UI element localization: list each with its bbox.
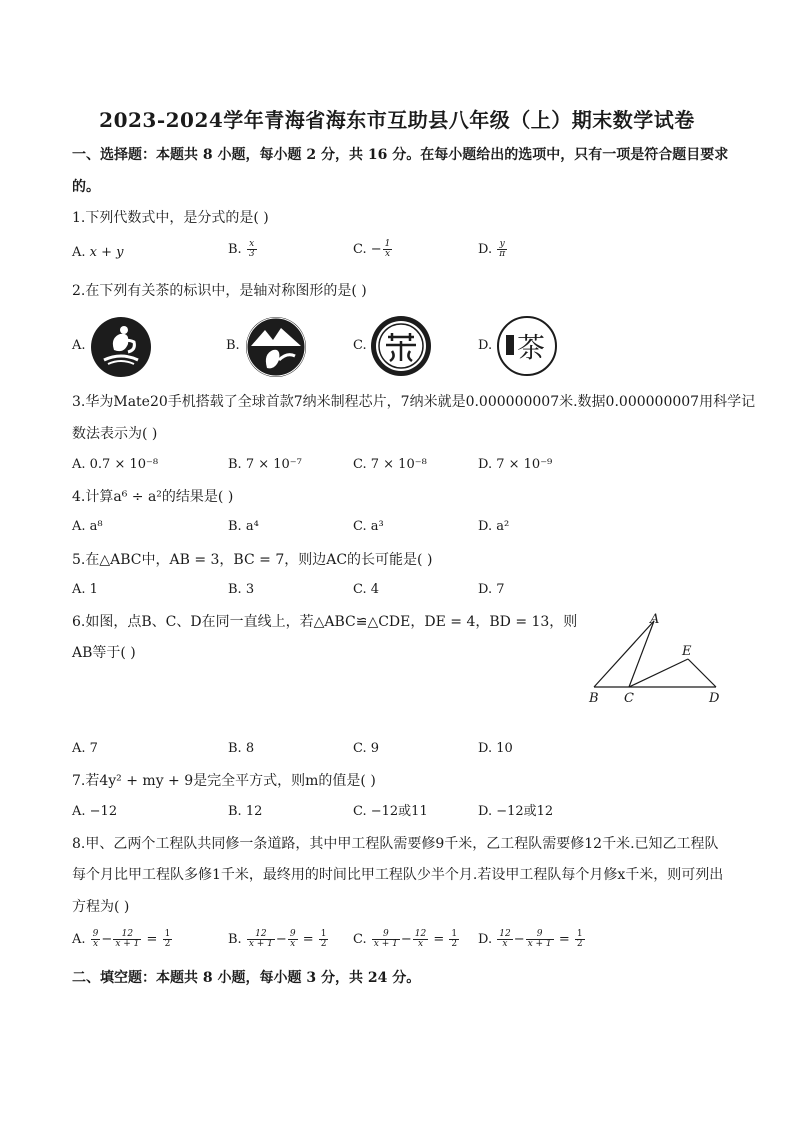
q2-option-a-label: A. bbox=[72, 338, 86, 353]
q4-option-b: B. a⁴ bbox=[228, 519, 259, 534]
q4-option-a: A. a⁸ bbox=[72, 519, 103, 534]
q6-option-b: B. 8 bbox=[228, 741, 255, 756]
label-a: A bbox=[650, 612, 660, 627]
q3-option-a: A. 0.7 × 10⁻⁸ bbox=[72, 457, 159, 472]
q7-stem: 7.若4y² + my + 9是完全平方式，则m的值是( ) bbox=[72, 773, 376, 789]
q7-option-a: A. −12 bbox=[72, 804, 118, 819]
page-title: 2023-2024学年青海省海东市互助县八年级（上）期末数学试卷 bbox=[99, 108, 695, 132]
label-b: B bbox=[589, 691, 599, 706]
q7-option-c: C. −12或11 bbox=[353, 804, 428, 819]
q4-option-c: C. a³ bbox=[353, 519, 384, 534]
q8-option-b: B. $\frac{12}{x + 1}$ − $\frac{9}{x}$ = $\frac{1}{2}$ bbox=[228, 929, 327, 949]
q3-option-b: B. 7 × 10⁻⁷ bbox=[228, 457, 302, 472]
q1-option-d: D. $\frac{y}{\pi}$ bbox=[478, 239, 506, 259]
q3-stem: 3.华为Mate20手机搭载了全球首款7纳米制程芯片，7纳米就是0.000000007米.数据0.000000007用科学记 bbox=[72, 394, 756, 410]
tea-logo-b-image bbox=[245, 316, 307, 378]
q2-stem: 2.在下列有关茶的标识中，是轴对称图形的是( ) bbox=[72, 283, 367, 299]
q1-stem: 1.下列代数式中，是分式的是( ) bbox=[72, 210, 269, 226]
q5-stem: 5.在△ABC中，AB = 3，BC = 7，则边AC的长可能是( ) bbox=[72, 552, 433, 568]
q1-option-b: B. $\frac{x}{3}$ bbox=[228, 239, 255, 259]
q4-option-d: D. a² bbox=[478, 519, 510, 534]
q4-stem: 4.计算a⁶ ÷ a²的结果是( ) bbox=[72, 489, 234, 505]
q3-stem-cont: 数法表示为( ) bbox=[72, 426, 158, 442]
q6-stem: 6.如图，点B、C、D在同一直线上，若△ABC≌△CDE，DE = 4，BD = 13，则 bbox=[72, 614, 578, 630]
line-ed bbox=[688, 659, 716, 687]
q2-option-d-label: D. bbox=[478, 338, 493, 353]
q1-option-c: C. − $\frac{1}{x}$ bbox=[353, 239, 391, 259]
q8-stem-cont2: 方程为( ) bbox=[72, 899, 130, 915]
tea-logo-c-image bbox=[370, 315, 432, 377]
q2-option-c-label: C. bbox=[353, 338, 367, 353]
tea-logo-a-image bbox=[90, 316, 152, 378]
section1-instructions-cont: 的。 bbox=[72, 179, 100, 195]
q6-stem-cont: AB等于( ) bbox=[72, 645, 136, 661]
q8-option-c: C. $\frac{9}{x + 1}$ − $\frac{12}{x}$ = $\frac{1}{2}$ bbox=[353, 929, 458, 949]
q1-option-a: A. x + y bbox=[72, 245, 124, 260]
q8-stem: 8.甲、乙两个工程队共同修一条道路，其中甲工程队需要修9千米，乙工程队需要修12千米.已知乙工程队 bbox=[72, 836, 719, 852]
q5-option-b: B. 3 bbox=[228, 582, 255, 597]
q3-option-d: D. 7 × 10⁻⁹ bbox=[478, 457, 553, 472]
q6-option-d: D. 10 bbox=[478, 741, 513, 756]
q5-option-a: A. 1 bbox=[72, 582, 98, 597]
q8-option-d: D. $\frac{12}{x}$ − $\frac{9}{x + 1}$ = $\frac{1}{2}$ bbox=[478, 929, 583, 949]
section1-instructions: 一、选择题：本题共 8 小题，每小题 2 分，共 16 分。在每小题给出的选项中，只有一项是符合题目要求 bbox=[72, 147, 729, 163]
q7-option-b: B. 12 bbox=[228, 804, 263, 819]
q2-option-b-label: B. bbox=[226, 338, 240, 353]
q6-option-c: C. 9 bbox=[353, 741, 380, 756]
q6-triangle-figure bbox=[580, 608, 730, 708]
label-e: E bbox=[682, 644, 692, 659]
q5-option-d: D. 7 bbox=[478, 582, 505, 597]
line-ba bbox=[594, 621, 654, 687]
q8-stem-cont1: 每个月比甲工程队多修1千米，最终用的时间比甲工程队少半个月.若设甲工程队每个月修x千米，则可列出 bbox=[72, 867, 724, 883]
section2-instructions: 二、填空题：本题共 8 小题，每小题 3 分，共 24 分。 bbox=[72, 970, 421, 986]
tea-logo-d-image bbox=[496, 315, 558, 377]
label-d: D bbox=[709, 691, 720, 706]
q8-option-a: A. $\frac{9}{x}$ − $\frac{12}{x + 1}$ = $\frac{1}{2}$ bbox=[72, 929, 171, 949]
q7-option-d: D. −12或12 bbox=[478, 804, 554, 819]
q5-option-c: C. 4 bbox=[353, 582, 380, 597]
q6-option-a: A. 7 bbox=[72, 741, 98, 756]
q3-option-c: C. 7 × 10⁻⁸ bbox=[353, 457, 427, 472]
label-c: C bbox=[624, 691, 634, 706]
tea-char: 茶 bbox=[516, 331, 546, 364]
